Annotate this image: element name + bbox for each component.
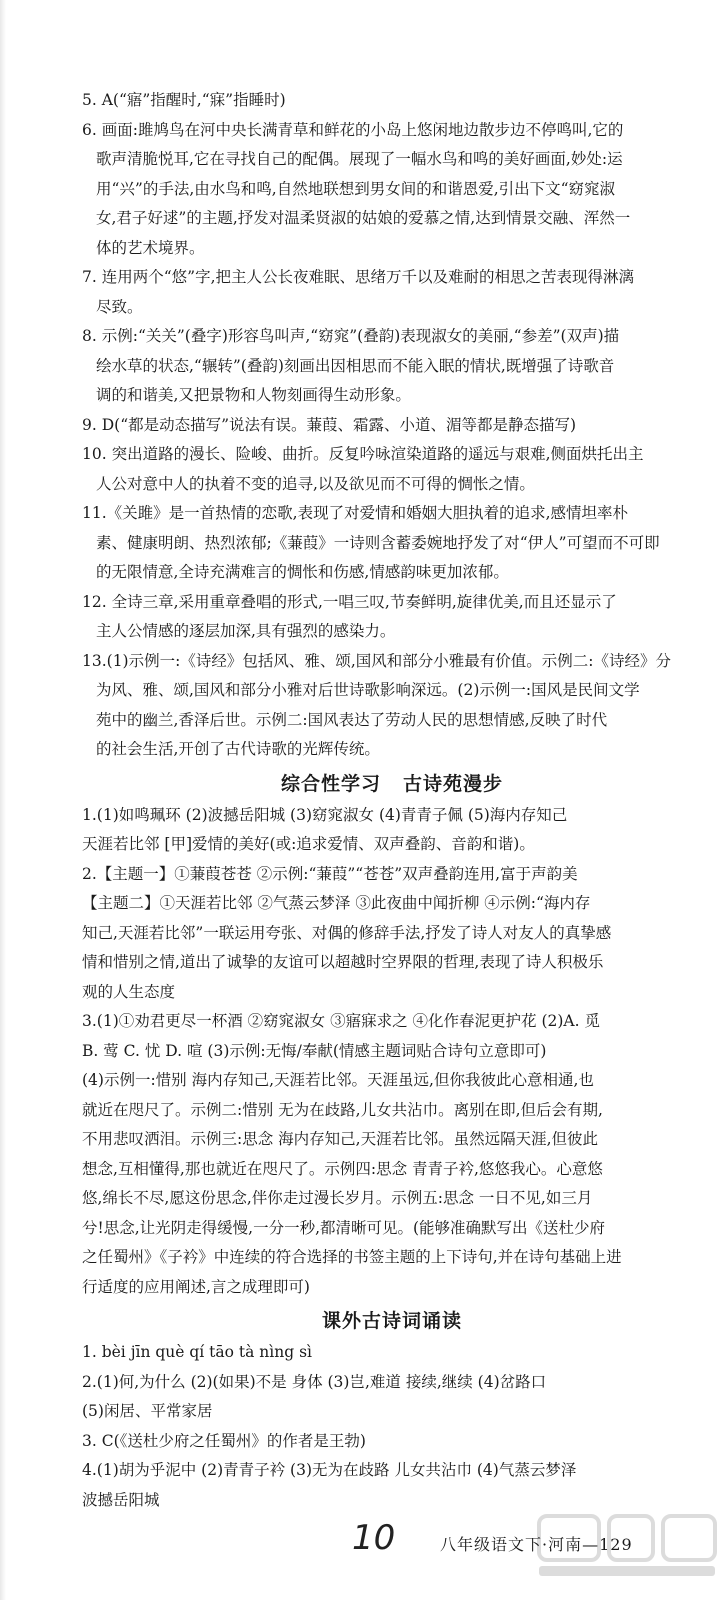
answer-line: 1.(1)如鸣珮环 (2)波撼岳阳城 (3)窈窕淑女 (4)青青子佩 (5)海内存知己 <box>82 805 568 824</box>
answer-line: 2.【主题一】①蒹葭苍苍 ②示例:“蒹葭”“苍苍”双声叠韵连用,富于声韵美 <box>82 864 578 883</box>
answer-line: 歌声清脆悦耳,它在寻找自己的配偶。展现了一幅水鸟和鸣的美好画面,妙处:运 <box>96 150 623 168</box>
answer-line: 素、健康明朗、热烈浓郁;《蒹葭》一诗则含蓄委婉地抒发了对“伊人”可望而不可即 <box>96 533 660 552</box>
answer-item-5 <box>82 86 702 116</box>
section-title-part: 课外古诗词诵读 <box>321 1310 462 1332</box>
answer-line: 1. bèi jīn què qí tāo tà nìng sì <box>82 1343 312 1361</box>
answer-line: 体的艺术境界。 <box>96 238 205 257</box>
answer-line: 调的和谐美,又把景物和人物刻画得生动形象。 <box>96 386 411 404</box>
answer-line: 知己,天涯若比邻”一联运用夸张、对偶的修辞手法,抒发了诗人对友人的真挚感 <box>82 923 612 942</box>
section-title-comprehensive <box>82 769 702 799</box>
answer-line: 行适度的应用阐述,言之成理即可) <box>82 1277 310 1296</box>
answer-line: 人公对意中人的执着不变的追寻,以及欲见而不可得的惆怅之情。 <box>96 474 535 493</box>
answer-line: 就近在咫尺了。示例二:惜别 无为在歧路,儿女共沾巾。离别在即,但后会有期, <box>82 1100 603 1119</box>
section-title-extracurricular <box>82 1306 702 1336</box>
answer-line: 绘水草的状态,“辗转”(叠韵)刻画出因相思而不能入眠的情状,既增强了诗歌音 <box>96 356 615 375</box>
answer-line: 12. 全诗三章,采用重章叠唱的形式,一唱三叹,节奏鲜明,旋律优美,而且还显示了 <box>82 592 617 611</box>
answer-item-7 <box>82 263 702 322</box>
answer-line: 尽致。 <box>96 297 143 316</box>
section3-item-2 <box>82 1368 702 1427</box>
section2-item-3 <box>82 1007 702 1302</box>
answer-line: 为风、雅、颂,国风和部分小雅对后世诗歌影响深远。(2)示例一:国风是民间文学 <box>96 681 640 699</box>
section2-item-1 <box>82 801 702 860</box>
answer-line: 3.(1)①劝君更尽一杯酒 ②窈窕淑女 ③寤寐求之 ④化作春泥更护花 (2)A. 觅 <box>82 1012 600 1030</box>
answer-line: 4.(1)胡为乎泥中 (2)青青子衿 (3)无为在歧路 儿女共沾巾 (4)气蒸云梦泽 <box>82 1461 577 1479</box>
answer-line: 不用悲叹洒泪。示例三:思念 海内存知己,天涯若比邻。虽然远隔天涯,但彼此 <box>82 1130 599 1148</box>
answer-line: 13.(1)示例一:《诗经》包括风、雅、颂,国风和部分小雅最有价值。示例二:《诗经》分 <box>82 651 671 670</box>
answer-line: 8. 示例:“关关”(叠字)形容鸟叫声,“窈窕”(叠韵)表现淑女的美丽,“参差”(双声)描 <box>82 327 620 345</box>
answer-line: 9. D(“都是动态描写”说法有误。蒹葭、霜露、小道、湄等都是静态描写) <box>82 415 577 434</box>
section2-item-2 <box>82 860 702 1008</box>
answer-line: 兮!思念,让光阴走得缓慢,一分一秒,都清晰可见。(能够准确默写出《送杜少府 <box>82 1218 606 1237</box>
answer-line: 情和惜别之情,道出了诚挚的友谊可以超越时空界限的哲理,表现了诗人积极乐 <box>82 953 604 971</box>
section3-item-3 <box>82 1427 702 1457</box>
answer-item-13 <box>82 647 702 765</box>
answer-line: 的社会生活,开创了古代诗歌的光辉传统。 <box>96 740 380 758</box>
answer-line: 用“兴”的手法,由水鸟和鸣,自然地联想到男女间的和谐恩爱,引出下文“窈窕淑 <box>96 179 616 198</box>
answer-item-12 <box>82 588 702 647</box>
scan-edge <box>0 0 6 1600</box>
handwritten-mark: 10 <box>352 1518 396 1558</box>
section-title-part: 综合性学习 <box>280 772 381 795</box>
watermark-logo <box>533 1510 723 1580</box>
answer-line: 悠,绵长不尽,愿这份思念,伴你走过漫长岁月。示例五:思念 一日不见,如三月 <box>82 1189 593 1207</box>
answer-item-8 <box>82 322 702 411</box>
answer-line: B. 莺 C. 忧 D. 喧 (3)示例:无悔/奉献(情感主题词贴合诗句立意即可) <box>82 1041 547 1060</box>
answer-line: 之任蜀州》《子衿》中连续的符合选择的书签主题的上下诗句,并在诗句基础上进 <box>82 1248 622 1266</box>
answer-line: 想念,互相懂得,那也就近在咫尺了。示例四:思念 青青子衿,悠悠我心。心意悠 <box>82 1159 603 1178</box>
answer-line: 的无限情意,全诗充满难言的惆怅和伤感,情感韵味更加浓郁。 <box>96 563 509 581</box>
answer-line: 【主题二】①天涯若比邻 ②气蒸云梦泽 ③此夜曲中闻折柳 ④示例:“海内存 <box>82 894 591 912</box>
answer-content <box>82 86 702 1515</box>
answer-line: 天涯若比邻 [甲]爱情的美好(或:追求爱情、双声叠韵、音韵和谐)。 <box>82 835 535 853</box>
answer-line: 3. C(《送杜少府之任蜀州》的作者是王勃) <box>82 1431 366 1450</box>
answer-item-6 <box>82 116 702 264</box>
answer-line: 观的人生态度 <box>82 982 176 1001</box>
answer-line: 波撼岳阳城 <box>82 1490 160 1509</box>
answer-line: 2.(1)何,为什么 (2)(如果)不是 身体 (3)岂,难道 接续,继续 (4)岔路口 <box>82 1372 547 1391</box>
answer-item-10 <box>82 440 702 499</box>
answer-line: 7. 连用两个“悠”字,把主人公长夜难眠、思绪万千以及难耐的相思之苦表现得淋漓 <box>82 268 634 286</box>
answer-line: 11.《关雎》是一首热情的恋歌,表现了对爱情和婚姻大胆执着的追求,感情坦率朴 <box>82 504 629 522</box>
answer-line: 6. 画面:雎鸠鸟在河中央长满青草和鲜花的小岛上悠闲地边散步边不停鸣叫,它的 <box>82 120 624 139</box>
section-title-part: 古诗苑漫步 <box>403 772 504 795</box>
answer-line: 主人公情感的逐层加深,具有强烈的感染力。 <box>96 622 396 640</box>
answer-line: 10. 突出道路的漫长、险峻、曲折。反复吟咏渲染道路的遥远与艰难,侧面烘托出主 <box>82 445 644 463</box>
page-footer-label: 八年级语文下·河南—129 <box>440 1535 633 1554</box>
answer-item-11 <box>82 499 702 588</box>
answer-line: (5)闲居、平常家居 <box>82 1402 213 1420</box>
answer-line: 5. A(“寤”指醒时,“寐”指睡时) <box>82 91 286 109</box>
answer-line: (4)示例一:惜别 海内存知己,天涯若比邻。天涯虽远,但你我彼此心意相通,也 <box>82 1071 594 1089</box>
answer-line: 女,君子好逑”的主题,抒发对温柔贤淑的姑娘的爱慕之情,达到情景交融、浑然一 <box>96 209 631 227</box>
answer-line: 苑中的幽兰,香泽后世。示例二:国风表达了劳动人民的思想情感,反映了时代 <box>96 710 608 729</box>
answer-item-9 <box>82 411 702 441</box>
section3-item-4 <box>82 1456 702 1515</box>
section3-item-1 <box>82 1338 702 1368</box>
